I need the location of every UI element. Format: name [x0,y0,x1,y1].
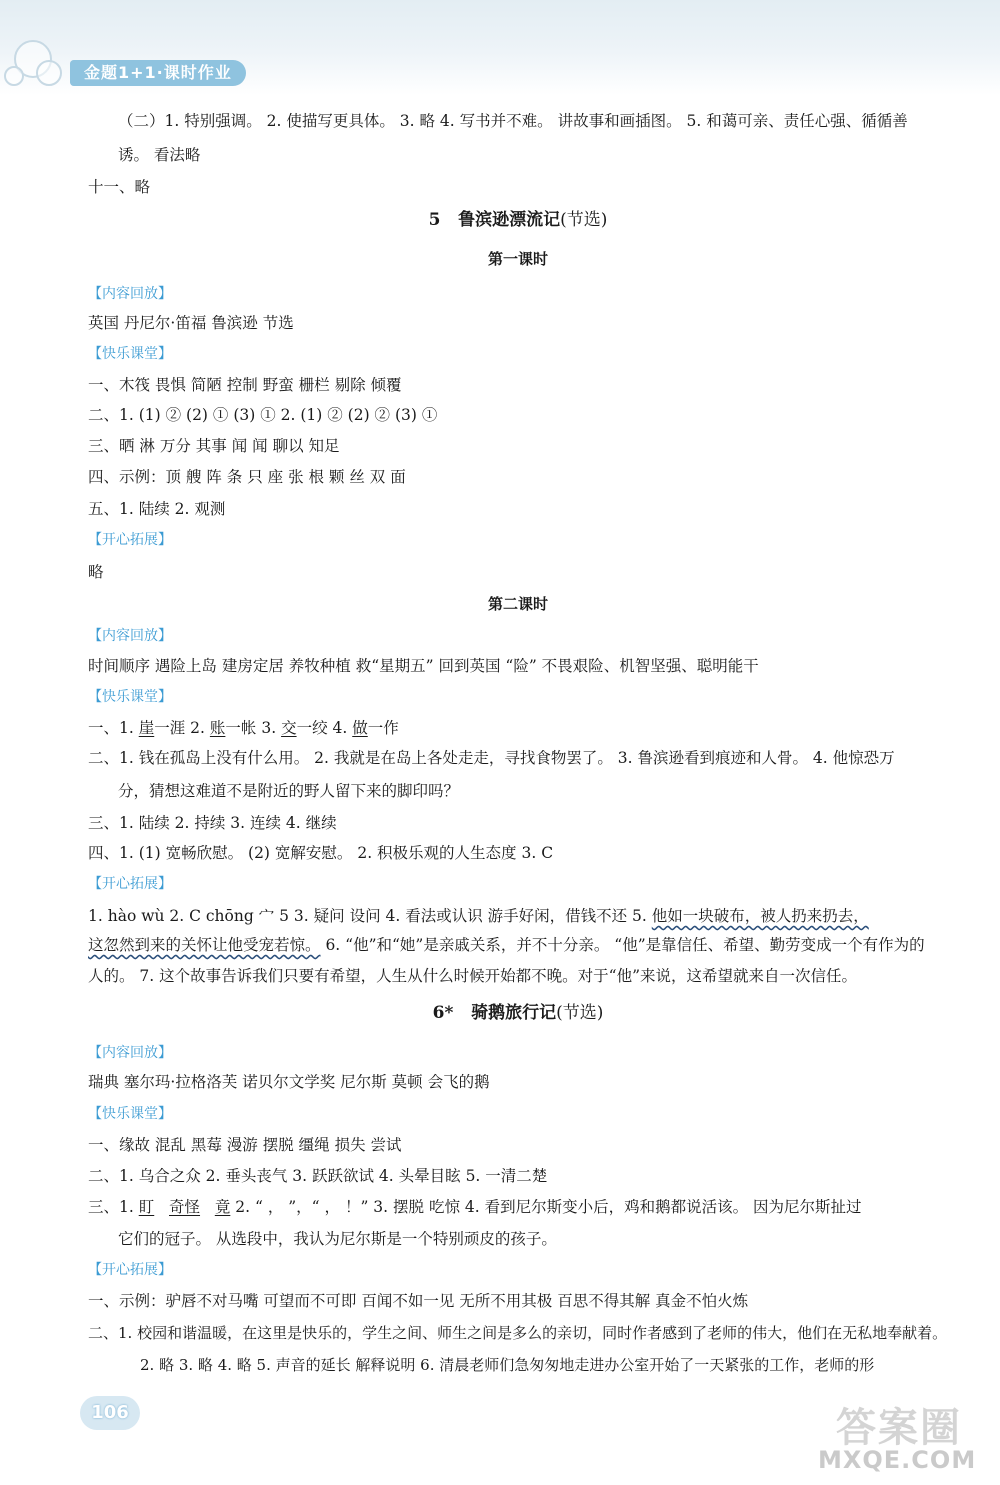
answer-line: 三、1. 陆续 2. 持续 3. 连续 4. 继续 [88,814,337,832]
answer-line: 二、1. 校园和谐温暖，在这里是快乐的，学生之间、师生之间是多么的亲切，同时作者感到了老师的伟大，他们在无私地奉献着。 [88,1324,948,1342]
section-tag: 【开心拓展】 [88,1262,172,1278]
answer-line: 二、1. 钱在孤岛上没有什么用。 2. 我就是在岛上各处走走，寻找食物罢了。 3. 鲁滨逊看到痕迹和人骨。 4. 他惊恐万 [88,749,895,767]
answer-line [88,1196,862,1218]
answer-line: 二、1. (1) ② (2) ① (3) ① 2. (1) ② (2) ② (3) ① [88,406,438,424]
answer-line [88,905,869,927]
answer-text: 一帐 3. [225,719,282,737]
answer-line: 英国 丹尼尔·笛福 鲁滨逊 节选 [88,314,294,332]
decorative-bubble [36,60,62,86]
answer-line: 三、晒 淋 万分 其事 闻 闻 聊以 知足 [88,437,340,455]
answer-text: 2. “ ， ”，“ ， ！” 3. 摆脱 吃惊 4. 看到尼尔斯变小后，鸡和鹅都说活该。 因为尼尔斯扯过 [230,1198,862,1216]
series-title-badge: 金题1+1·课时作业 [70,60,246,86]
answer-text: 一、1. [88,719,139,737]
section-title: 第一课时 [487,250,548,268]
lesson-subtitle: (节选) [560,210,608,230]
answer-line: 一、示例：驴唇不对马嘴 可望而不可即 百闻不如一见 无所不用其极 百思不得其解 真金不怕火炼 [88,1292,749,1310]
underlined-word: 盯 [138,1198,155,1216]
site-watermark [808,1396,988,1476]
section-tag: 【开心拓展】 [88,532,172,548]
wavy-underlined-text: 这忽然到来的关怀让他受宠若惊。 [88,936,321,954]
answer-text: 一绞 4. [296,719,353,737]
underlined-word: 账 [209,719,226,737]
section-tag: 【内容回放】 [88,286,172,302]
answer-text: 一涯 2. [154,719,210,737]
answer-line: 一、缘故 混乱 黑莓 漫游 摆脱 缰绳 损失 尝试 [88,1136,402,1154]
page-header-band [0,0,1000,95]
watermark-text: 答案圈 [836,1405,962,1451]
section-tag: 【开心拓展】 [88,876,172,892]
answer-text: 三、1. [88,1198,139,1216]
section-title: 第二课时 [487,595,548,613]
section-tag: 【内容回放】 [88,1045,172,1061]
underlined-word: 交 [281,719,297,737]
answer-text: 1. hào wù 2. C chōng 宀 5 3. 疑问 设问 4. 看法或认识 游手好闲，借钱不还 5. [88,907,652,925]
underlined-word: 竟 [214,1198,231,1216]
underlined-word: 做 [352,719,368,737]
lesson-title [0,208,1000,232]
answer-line [88,934,925,956]
answer-line: 时间顺序 遇险上岛 建房定居 养牧种植 救“星期五” 回到英国 “险” 不畏艰险、机智坚强、聪明能干 [88,657,759,675]
watermark-url: MXQE.COM [818,1446,977,1474]
decorative-bubble [4,66,24,86]
answer-line: 一、木筏 畏惧 简陋 控制 野蛮 栅栏 剔除 倾覆 [88,376,402,394]
answer-line: 四、示例：顶 艘 阵 条 只 座 张 根 颗 丝 双 面 [88,468,406,486]
lesson-subtitle: (节选) [556,1003,604,1023]
answer-line: 十一、略 [88,178,151,196]
lesson-name: 鲁滨逊漂流记 [458,210,561,230]
wavy-underlined-text: 他如一块破布，被人扔来扔去， [651,907,869,925]
lesson-number: 6* [432,1003,454,1023]
answer-line [88,717,399,739]
page-number: 106 [80,1396,140,1430]
underlined-word: 崖 [138,719,155,737]
answer-line: 略 [88,563,104,581]
answer-line: 分，猜想这难道不是附近的野人留下来的脚印吗？ [118,782,460,800]
lesson-title [0,1001,1000,1025]
answer-line: 四、1. (1) 宽畅欣慰。 (2) 宽解安慰。 2. 积极乐观的人生态度 3. C [88,844,554,862]
answer-line: 五、1. 陆续 2. 观测 [88,500,226,518]
section-tag: 【快乐课堂】 [88,1106,172,1122]
lesson-name: 骑鹅旅行记 [471,1003,557,1023]
underlined-word: 奇怪 [169,1198,201,1216]
answer-text: 一作 [367,719,399,737]
section-tag: 【快乐课堂】 [88,346,172,362]
answer-line: 二、1. 乌合之众 2. 垂头丧气 3. 跃跃欲试 4. 头晕目眩 5. 一清二楚 [88,1167,548,1185]
answer-line: 瑞典 塞尔玛·拉格洛芙 诺贝尔文学奖 尼尔斯 莫顿 会飞的鹅 [88,1073,490,1091]
answer-text: 6. “他”和“她”是亲戚关系，并不十分亲。 “他”是靠信任、希望、勤劳变成一个有作为的 [320,936,925,954]
section-tag: 【内容回放】 [88,628,172,644]
answer-line: （二）1. 特别强调。 2. 使描写更具体。 3. 略 4. 写书并不难。 讲故事和画插图。 5. 和蔼可亲、责任心强、循循善 [118,112,908,130]
answer-line: 2. 略 3. 略 4. 略 5. 声音的延长 解释说明 6. 清晨老师们急匆匆地走进办公室开始了一天紧张的工作，老师的形 [140,1356,875,1374]
section-tag: 【快乐课堂】 [88,689,172,705]
lesson-number: 5 [428,210,441,230]
answer-line: 人的。 7. 这个故事告诉我们只要有希望，人生从什么时候开始都不晚。对于“他”来说，这希望就来自一次信任。 [88,967,857,985]
answer-line: 诱。 看法略 [118,146,201,164]
answer-line: 它们的冠子。 从选段中，我认为尼尔斯是一个特别顽皮的孩子。 [118,1230,557,1248]
